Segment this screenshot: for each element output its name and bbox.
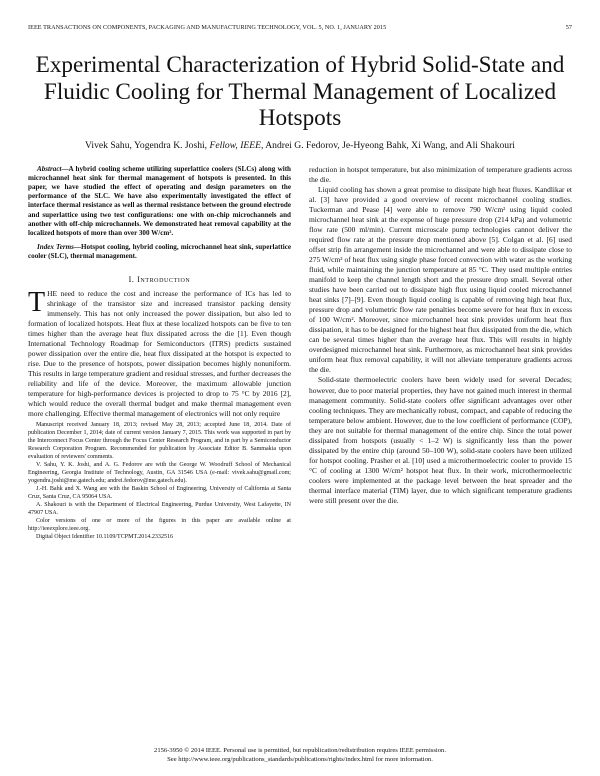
index-terms-lead: Index Terms — [37, 243, 74, 252]
footnote-affiliation-3: A. Shakouri is with the Department of Electrical Engineering, Purdue University, West Lafayette, IN 47907 USA. — [28, 501, 291, 516]
running-head — [28, 24, 572, 34]
left-column — [28, 165, 291, 542]
copyright-notice — [0, 746, 600, 764]
copyright-line-1: 2156-3950 © 2014 IEEE. Personal use is permitted, but republication/redistribution requires IEEE permission. — [154, 747, 446, 754]
footnotes — [28, 422, 291, 541]
drop-cap: T — [28, 286, 46, 318]
right-paragraph-1: reduction in hotspot temperature, but also minimization of temperature gradients across the die. — [309, 164, 572, 184]
footnote-affiliation-2: J.-H. Bahk and X. Wang are with the Baskin School of Engineering, University of California at Santa Cruz, Santa Cruz, CA 95064 USA. — [28, 485, 291, 500]
intro-paragraph — [28, 286, 291, 420]
right-column — [309, 165, 572, 542]
journal-name: IEEE TRANSACTIONS ON COMPONENTS, PACKAGING AND MANUFACTURING TECHNOLOGY, VOL. 5, NO. 1, JANUARY 2015 — [28, 24, 387, 31]
author-list — [28, 140, 572, 152]
authors-part-2: , Andrei G. Fedorov, Je-Hyeong Bahk, Xi Wang, and Ali Shakouri — [260, 139, 515, 151]
index-terms-text: —Hotspot cooling, hybrid cooling, microchannel heat sink, superlattice cooler (SLC), thermal management. — [28, 243, 291, 261]
abstract-text: —A hybrid cooling scheme utilizing superlattice coolers (SLCs) along with microchannel heat sink for thermal management of hotspots is presented. In this paper, we have studied the effect of operating and design parameters on the performance of the SLC. We have also experimentally investigated the effect of interface thermal resistance as well as thermal resistance between the ground electrode and superlattice using two test configurations: one with on-chip microchannels and another with off-chip microchannels. We demonstrated heat removal capability at the localized hotspots of more than over 300 W/cm². — [28, 164, 291, 237]
authors-part-1: Vivek Sahu, Yogendra K. Joshi, — [85, 139, 210, 151]
footnote-doi: Digital Object Identifier 10.1109/TCPMT.2014.2332516 — [36, 533, 174, 540]
footnote-affiliation-1: V. Sahu, Y. K. Joshi, and A. G. Fedorov are with the George W. Woodruff School of Mechanical Engineering, Georgia Institute of Technology, Austin, GA 31546 USA (e-mail: vivek.sahu@gmail.com; yogendra.joshi@me.gatech.edu; andrei.fedorov@me.gatech.edu). — [28, 461, 291, 484]
abstract-lead: Abstract — [37, 164, 62, 173]
authors-fellow: Fellow, IEEE — [209, 139, 261, 151]
two-column-body — [28, 165, 572, 542]
abstract — [28, 165, 291, 239]
page-number: 57 — [565, 24, 572, 31]
right-paragraph-3: Solid-state thermoelectric coolers have been widely used for several Decades; however, due to poor material properties, they have not gained much interest in thermal management community. Solid-state coolers offer significant advantages over other cooling techniques. They are mechanically robust, compact, and capable of reducing the temperature below ambient. However, due to the low coefficient of performance (COP), they are not suitable for thermal management of the entire chip. Since the total power dissipated from hotspots (usually < 1–2 W) is significantly less than the power dissipated by the entire chip (around 50–100 W), solid-state coolers have been utilized for hotspot cooling. Prasher et al. [10] used a microthermoelectric cooler to provide 15 °C of cooling at 1300 W/cm² hotspot heat flux. In their work, microthermoelectric coolers were implemented at the package level between the heat spreader and the thermal interface material (TIM) layer, due to which significant temperature gradients were still present over the die. — [309, 375, 572, 506]
intro-text: need to reduce the cost and increase the performance of ICs has led to shrinkage of the transistor size and increased transistor packing density immensely. This has not only increased the power dissipation, but also led to formation of localized hotspots. Heat flux at these localized hotspots can be five to ten times higher than the average heat flux dissipated across the die [1]. Even though International Technology Roadmap for Semiconductors (ITRS) predicts sustained power dissipation over the entire die, heat flux dissipated at the hotspot is expected to rise. Due to the presence of hotspots, power dissipation becomes highly nonuniform. This results in large temperature gradient and residual stresses, and further decreases the reliability and life of the device. Moreover, the maximum allowable junction temperature for high-performance devices is projected to drop to 75 °C by 2016 [2], which would reduce the overall thermal budget and make thermal management even more challenging. Effective thermal management of electronics will not only require — [28, 288, 291, 419]
right-paragraph-2: Liquid cooling has shown a great promise to dissipate high heat fluxes. Kandlikar et al. [3] have provided a good overview of recent microchannel cooling studies. Tuckerman and Pease [4] were able to remove 790 W/cm² using liquid cooled microchannel heat sink at the expense of huge pressure drop (214 kPa) and volumetric flow rate (500 ml/min). Current microscale pump technologies cannot deliver the required flow rate at the pressure drop mentioned above [5]. Colgan et al. [6] used offset strip fin arrangement inside the microchannel and were able to dissipate close to 275 W/cm² of heat flux using single phase forced convection with water as the working fluid, while maintaining the junction temperature at 85 °C. They used multiple entries manifold to keep the channel length short and the pressure drop small. Several other studies have been carried out to dissipate high flux using liquid cooled microchannel heat sinks [7]–[9]. Even though liquid cooling is capable of removing high heat flux, pressure drop and volumetric flow rate penalties become severe for heat flux in excess of 100 W/cm². Moreover, since microchannel heat sink provides uniform heat flux dissipation, it has to be designed for the highest heat flux dissipated from the die, which can be several times higher than the average heat flux. This will results in highly overdesigned microchannel heat sink. Furthermore, as microchannel heat sink provides uniform heat flux removal capability, it will not alleviate temperature gradients across the die. — [309, 184, 572, 375]
copyright-line-2: See http://www.ieee.org/publications_standards/publications/rights/index.html for more information. — [167, 756, 433, 763]
footnote-color-versions: Color versions of one or more of the figures in this paper are available online at http://ieeexplore.ieee.org. — [28, 517, 291, 532]
index-terms — [28, 243, 291, 261]
footnote-manuscript: Manuscript received January 18, 2013; revised May 28, 2013; accepted June 18, 2014. Date of publication December 1, 2014; date of current version January 7, 2015. This work was supported in part by the Interconnect Focus Center through the Focus Center Research Program, and in part by a Semiconductor Research Corporation Program. Recommended for publication by Associate Editor B. Sammakia upon evaluation of reviewers' comments. — [28, 422, 291, 460]
section-heading: I. Introduction — [128, 274, 191, 284]
intro-first-word: HE — [47, 288, 58, 298]
paper-title: Experimental Characterization of Hybrid Solid-State and Fluidic Cooling for Thermal Management of Localized Hotspots — [35, 52, 565, 131]
